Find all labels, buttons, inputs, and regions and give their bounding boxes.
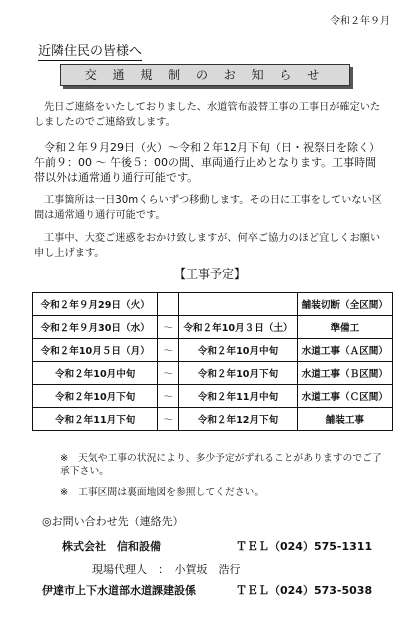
- schedule-row: [33, 339, 393, 362]
- apology-paragraph: 工事中、大変ご迷惑をおかけ致しますが、何卒ご協力のほど宜しくお願い申し上げます。: [34, 233, 381, 259]
- schedule-start: 令和２年10月下旬: [33, 385, 158, 408]
- schedule-start: 令和２年10月５日（月）: [33, 339, 158, 362]
- schedule-end: 令和２年11月中旬: [179, 385, 297, 408]
- schedule-row: [33, 362, 393, 385]
- schedule-start: 令和２年11月下旬: [33, 408, 158, 431]
- schedule-end: 令和２年12月下旬: [179, 408, 297, 431]
- schedule-title: 【工事予定】: [173, 267, 246, 281]
- schedule-separator: ～: [158, 408, 179, 431]
- schedule-separator: ～: [158, 339, 179, 362]
- schedule-work: 準備工: [297, 316, 392, 339]
- schedule-row: [33, 385, 393, 408]
- schedule-row: [33, 293, 393, 316]
- location-paragraph: 工事箇所は一日30mくらいずつ移動します。その日に工事をしていない区間は通常通り通行可能です。: [34, 195, 382, 221]
- schedule-start: 令和２年９月29日（火）: [33, 293, 158, 316]
- schedule-work: 水道工事（Ｃ区間）: [297, 385, 392, 408]
- schedule-work: 水道工事（Ｂ区間）: [297, 362, 392, 385]
- site-agent: 現場代理人 ： 小賀坂 浩行: [92, 563, 241, 576]
- schedule-start: 令和２年９月30日（水）: [33, 316, 158, 339]
- office-phone: ＴＥＬ（024）573-5038: [236, 584, 373, 597]
- schedule-separator: [158, 293, 179, 316]
- greeting-heading: 近隣住民の皆様へ: [38, 40, 142, 61]
- schedule-row: [33, 316, 393, 339]
- schedule-work: 舗装工事: [297, 408, 392, 431]
- schedule-separator: ～: [158, 316, 179, 339]
- schedule-end: 令和２年10月３日（土）: [179, 316, 297, 339]
- schedule-row: [33, 408, 393, 431]
- schedule-work: 水道工事（Ａ区間）: [297, 339, 392, 362]
- schedule-paragraph: 令和２年９月29日（火）～令和２年12月下旬（日・祝祭日を除く）午前９：00 ～ 午後５：00の間、車両通行止めとなります。工事時間帯以外は通常通り通行可能です。: [34, 141, 380, 184]
- note-weather: ※ 天気や工事の状況により、多少予定がずれることがありますのでご了承下さい。: [60, 453, 382, 477]
- schedule-end: 令和２年10月下旬: [179, 362, 297, 385]
- note-map: ※ 工事区間は裏面地図を参照してください。: [60, 487, 265, 498]
- schedule-table: [32, 292, 393, 431]
- office-name: 伊達市上下水道部水道課建設係: [42, 584, 196, 597]
- schedule-work: 舗装切断（全区間）: [297, 293, 392, 316]
- intro-paragraph: 先日ご連絡をいたしておりました、水道管布設替工事の工事日が確定いたしましたのでご連絡致します。: [34, 102, 381, 128]
- contact-heading: ◎お問い合わせ先（連絡先）: [42, 515, 184, 528]
- notice-title: 交 通 規 制 の お 知 ら せ: [60, 64, 350, 86]
- schedule-separator: ～: [158, 385, 179, 408]
- schedule-separator: ～: [158, 362, 179, 385]
- schedule-end: 令和２年10月中旬: [179, 339, 297, 362]
- company-phone: ＴＥＬ（024）575-1311: [236, 540, 373, 553]
- schedule-end: [179, 293, 297, 316]
- company-name: 株式会社 信和設備: [62, 540, 161, 553]
- notice-date: 令和２年９月: [330, 16, 390, 27]
- schedule-start: 令和２年10月中旬: [33, 362, 158, 385]
